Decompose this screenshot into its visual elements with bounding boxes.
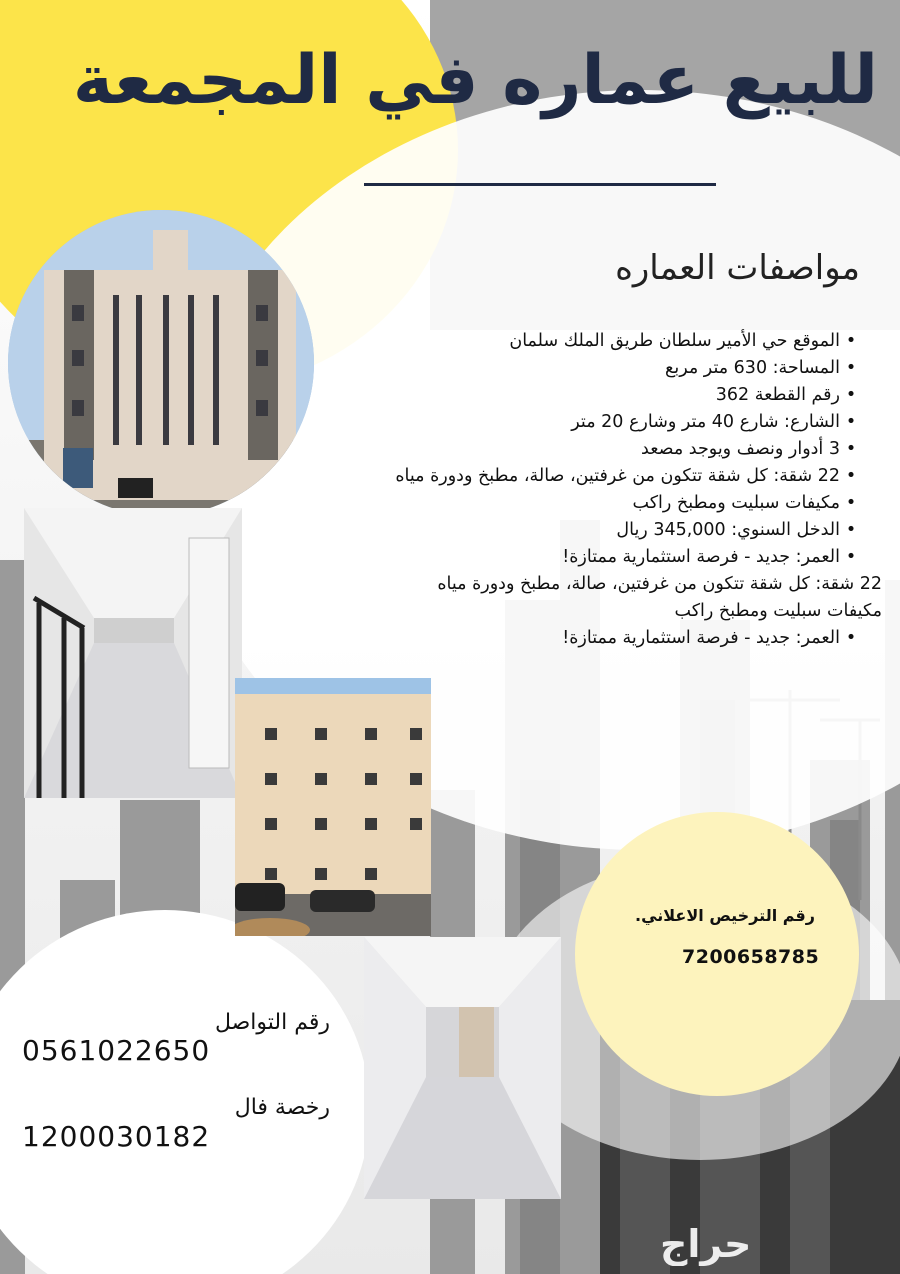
page-title: للبيع عماره في المجمعة <box>72 41 878 120</box>
contact-number[interactable]: 0561022650 <box>22 1034 211 1067</box>
spec-item: • رقم القطعة 362 <box>322 382 862 409</box>
spec-item: 22 شقة: كل شقة تتكون من غرفتين، صالة، مطبخ ودورة مياه <box>437 574 882 594</box>
specs-list <box>322 328 882 652</box>
spec-item: • المساحة: 630 متر مربع <box>322 355 862 382</box>
spec-item: • العمر: جديد - فرصة استثمارية ممتازة! <box>322 625 862 652</box>
spec-item: • الدخل السنوي: 345,000 ريال <box>322 517 862 544</box>
title-divider <box>364 183 716 186</box>
fal-license-number: 1200030182 <box>22 1120 211 1153</box>
specs-heading: مواصفات العماره <box>615 248 860 288</box>
ad-license-label: رقم الترخيص الاعلاني. <box>635 906 815 925</box>
spec-item: مكيفات سبليت ومطبخ راكب <box>674 601 882 621</box>
spec-item: • الشارع: شارع 40 متر وشارع 20 متر <box>322 409 862 436</box>
haraj-watermark-logo: حراج <box>660 1222 752 1266</box>
spec-item: • 22 شقة: كل شقة تتكون من غرفتين، صالة، مطبخ ودورة مياه <box>322 463 862 490</box>
building-photo-circle <box>8 210 314 516</box>
spec-item: • 3 أدوار ونصف ويوجد مصعد <box>322 436 862 463</box>
contact-label: رقم التواصل <box>214 1010 330 1035</box>
fal-license-label: رخصة فال <box>234 1095 330 1120</box>
spec-item: • العمر: جديد - فرصة استثمارية ممتازة! <box>322 544 862 571</box>
ad-license-number: 7200658785 <box>682 946 820 968</box>
spec-item: • الموقع حي الأمير سلطان طريق الملك سلمان <box>322 328 862 355</box>
building-side-photo <box>235 678 431 936</box>
corridor-photo-2 <box>364 937 561 1199</box>
spec-item: • مكيفات سبليت ومطبخ راكب <box>322 490 862 517</box>
corridor-photo-1 <box>24 508 242 798</box>
